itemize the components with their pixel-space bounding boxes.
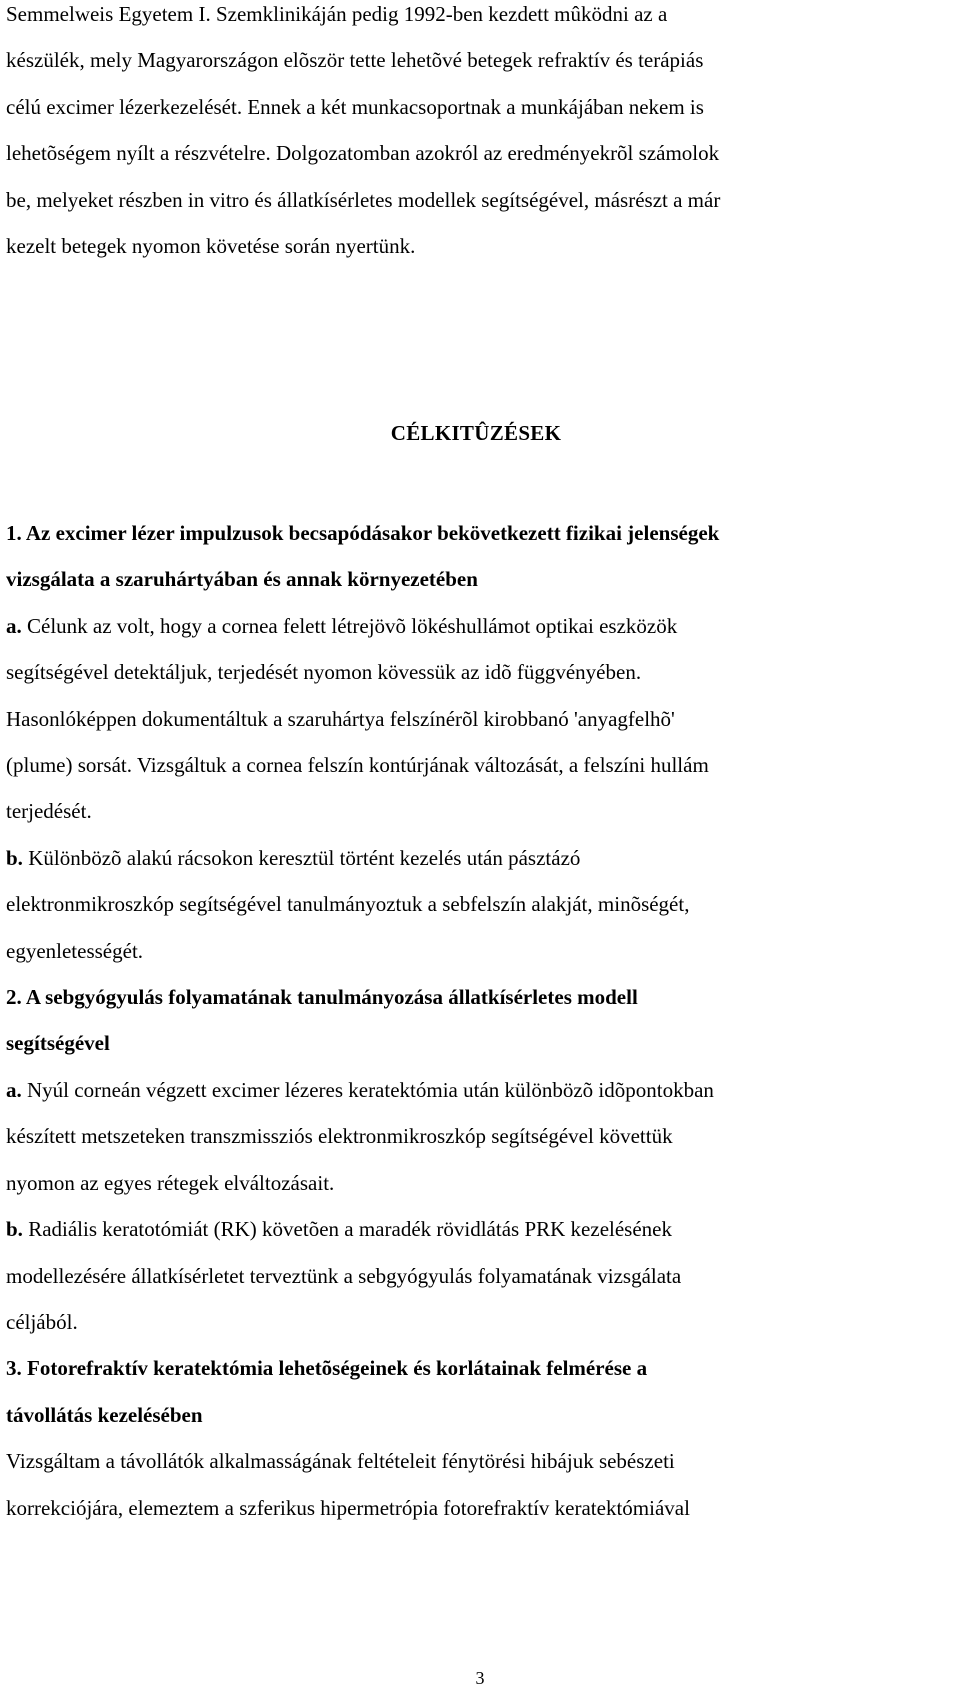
section-3-title-line: 3. Fotorefraktív keratektómia lehetõségeinek és korlátainak felmérése a <box>6 1356 648 1381</box>
text-line: modellezésére állatkísérletet terveztünk a sebgyógyulás folyamatának vizsgálata <box>6 1263 682 1288</box>
text-line: (plume) sorsát. Vizsgáltuk a cornea felszín kontúrjának változását, a felszíni hullám <box>6 753 709 778</box>
page-number: 3 <box>475 1668 485 1688</box>
text-line: egyenletességét. <box>6 938 144 963</box>
text-line: készített metszeteken transzmissziós elektronmikroszkóp segítségével követtük <box>6 1124 673 1149</box>
text-span: Különbözõ alakú rácsokon keresztül történt kezelés után pásztázó <box>22 845 581 870</box>
item-label: a. <box>6 1077 22 1102</box>
section-1-title-line: 1. Az excimer lézer impulzusok becsapódásakor bekövetkezett fizikai jelenségek <box>6 521 720 545</box>
text-line: elektronmikroszkóp segítségével tanulmányoztuk a sebfelszín alakját, minõségét, <box>6 892 690 917</box>
text-line: Semmelweis Egyetem I. Szemklinikáján pedig 1992-ben kezdett mûködni az a <box>6 2 668 26</box>
text-span: Célunk az volt, hogy a cornea felett létrejövõ lökéshullámot optikai eszközök <box>21 613 678 638</box>
item-label: b. <box>6 845 23 870</box>
text-line: készülék, mely Magyarországon elõször tette lehetõvé betegek refraktív és terápiás <box>6 48 704 73</box>
section-3-title-line: távollátás kezelésében <box>6 1402 203 1427</box>
text-line: céljából. <box>6 1309 78 1334</box>
text-line: nyomon az egyes rétegek elváltozásait. <box>6 1170 335 1195</box>
text-line: Hasonlóképpen dokumentáltuk a szaruhártya felszínérõl kirobbanó 'anyagfelhõ' <box>6 706 675 731</box>
text-line: segítségével detektáljuk, terjedését nyomon kövessük az idõ függvényében. <box>6 660 642 685</box>
text-line: lehetõségem nyílt a részvételre. Dolgozatomban azokról az eredményekrõl számolok <box>6 141 720 166</box>
intro-paragraph <box>6 0 946 269</box>
section-2-title-line: 2. A sebgyógyulás folyamatának tanulmányozása állatkísérletes modell <box>6 985 638 1010</box>
item-label: b. <box>6 1217 23 1242</box>
text-span: Radiális keratotómiát (RK) követõen a maradék rövidlátás PRK kezelésének <box>22 1217 672 1242</box>
text-span: Nyúl corneán végzett excimer lézeres keratektómia után különbözõ idõpontokban <box>21 1077 714 1102</box>
section-2-title-line: segítségével <box>6 1031 110 1056</box>
text-line: be, melyeket részben in vitro és állatkísérletes modellek segítségével, másrészt a már <box>6 187 721 212</box>
text-line: kezelt betegek nyomon követése során nyertünk. <box>6 234 416 259</box>
section-heading: CÉLKITÛZÉSEK <box>390 421 562 445</box>
text-line: Vizsgáltam a távollátók alkalmasságának feltételeit fénytörési hibájuk sebészeti <box>6 1449 675 1474</box>
text-line: korrekciójára, elemeztem a szferikus hipermetrópia fotorefraktív keratektómiával <box>6 1495 690 1520</box>
item-label: a. <box>6 613 22 638</box>
text-line: terjedését. <box>6 799 92 824</box>
section-2-item-a <box>6 1067 954 1113</box>
section-2-item-b <box>6 1206 954 1252</box>
text-line: célú excimer lézerkezelését. Ennek a két munkacsoportnak a munkájában nekem is <box>6 94 704 119</box>
section-1-item-a <box>6 603 954 649</box>
section-1-title-line: vizsgálata a szaruhártyában és annak környezetében <box>6 567 478 592</box>
objectives-body <box>6 510 954 1531</box>
section-1-item-b <box>6 835 954 881</box>
